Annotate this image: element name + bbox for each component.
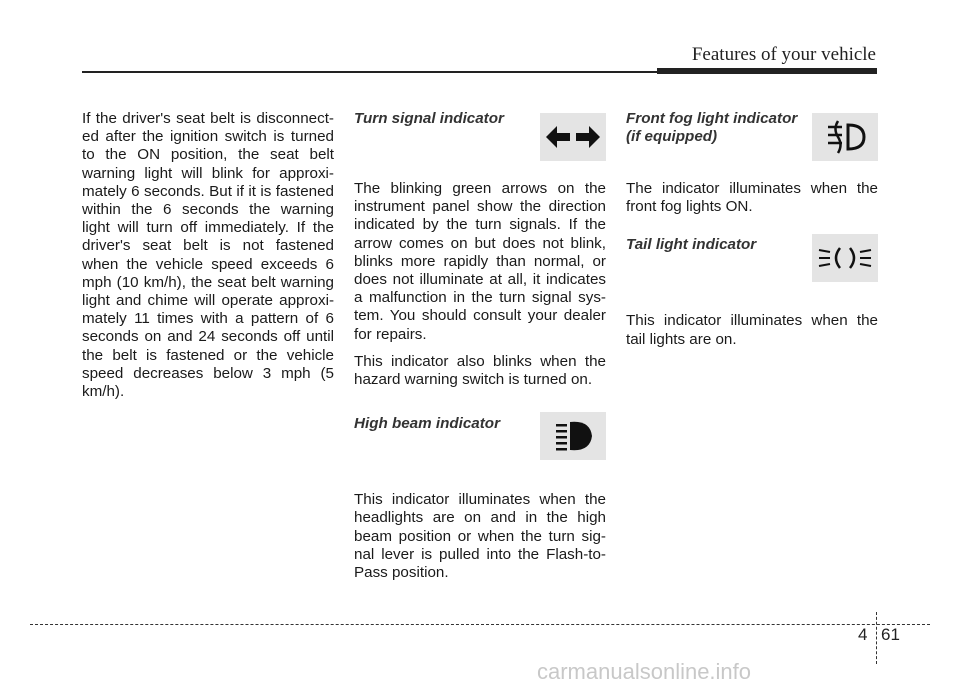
front-fog-section [626,110,878,180]
turn-signal-heading: Turn signal indicator [354,110,504,127]
footer-rule [30,624,930,625]
footer-divider [876,612,877,664]
column-2 [354,110,606,591]
turn-signal-section [354,110,606,180]
front-fog-paragraph: The indicator illuminates when the front fog lights ON. [626,180,878,216]
front-fog-heading-qualifier: (if equipped) [626,128,718,145]
turn-signal-arrows-icon [540,113,606,161]
header-rule-thin [82,71,657,73]
high-beam-heading: High beam indicator [354,415,500,433]
front-fog-heading: Front fog light indicator [626,110,798,127]
page-header-title: Features of your vehicle [691,44,876,65]
tail-light-heading: Tail light indicator [626,236,757,254]
watermark: carmanualsonline.info [537,659,752,684]
tail-light-paragraph: This indicator illuminates when the tail lights are on. [626,312,878,348]
column-3 [626,110,878,358]
column-1 [82,110,334,410]
turn-signal-paragraph-1: The blinking green arrows on the instrument panel show the direction indicated by the turn signals. If the arrow comes on but does not blink, blinks more rapidly than normal, or does not illuminate at all, it indicates a malfunction in the turn signal sys-tem. You should consult your dealer for repairs. [354,180,606,343]
seat-belt-paragraph: If the driver's seat belt is disconnect-ed after the ignition switch is turned to the ON position, the seat belt warning light will blink for approxi-mately 6 seconds. But if it is fastened within the 6 seconds the warning light will turn off immediately. If the driver's seat belt is not fastened when the vehicle speed exceeds 6 mph (10 km/h), the seat belt warning light and chime will operate approxi-mately 11 times with a pattern of 6 seconds on and 24 seconds off until the belt is fastened or the vehicle speed decreases below 3 mph (5 km/h). [82,110,334,401]
tail-light-section [626,236,878,312]
front-fog-light-icon [812,113,878,161]
header-rule-thick [657,68,877,74]
high-beam-icon [540,412,606,460]
page-number: 61 [881,625,900,644]
high-beam-section [354,415,606,491]
high-beam-paragraph: This indicator illuminates when the headlights are on and in the high beam position or when the turn sig-nal lever is pulled into the Flash-to-Pass position. [354,491,606,582]
chapter-number: 4 [858,625,868,644]
tail-light-icon [812,234,878,282]
turn-signal-paragraph-2: This indicator also blinks when the hazard warning switch is turned on. [354,352,606,389]
